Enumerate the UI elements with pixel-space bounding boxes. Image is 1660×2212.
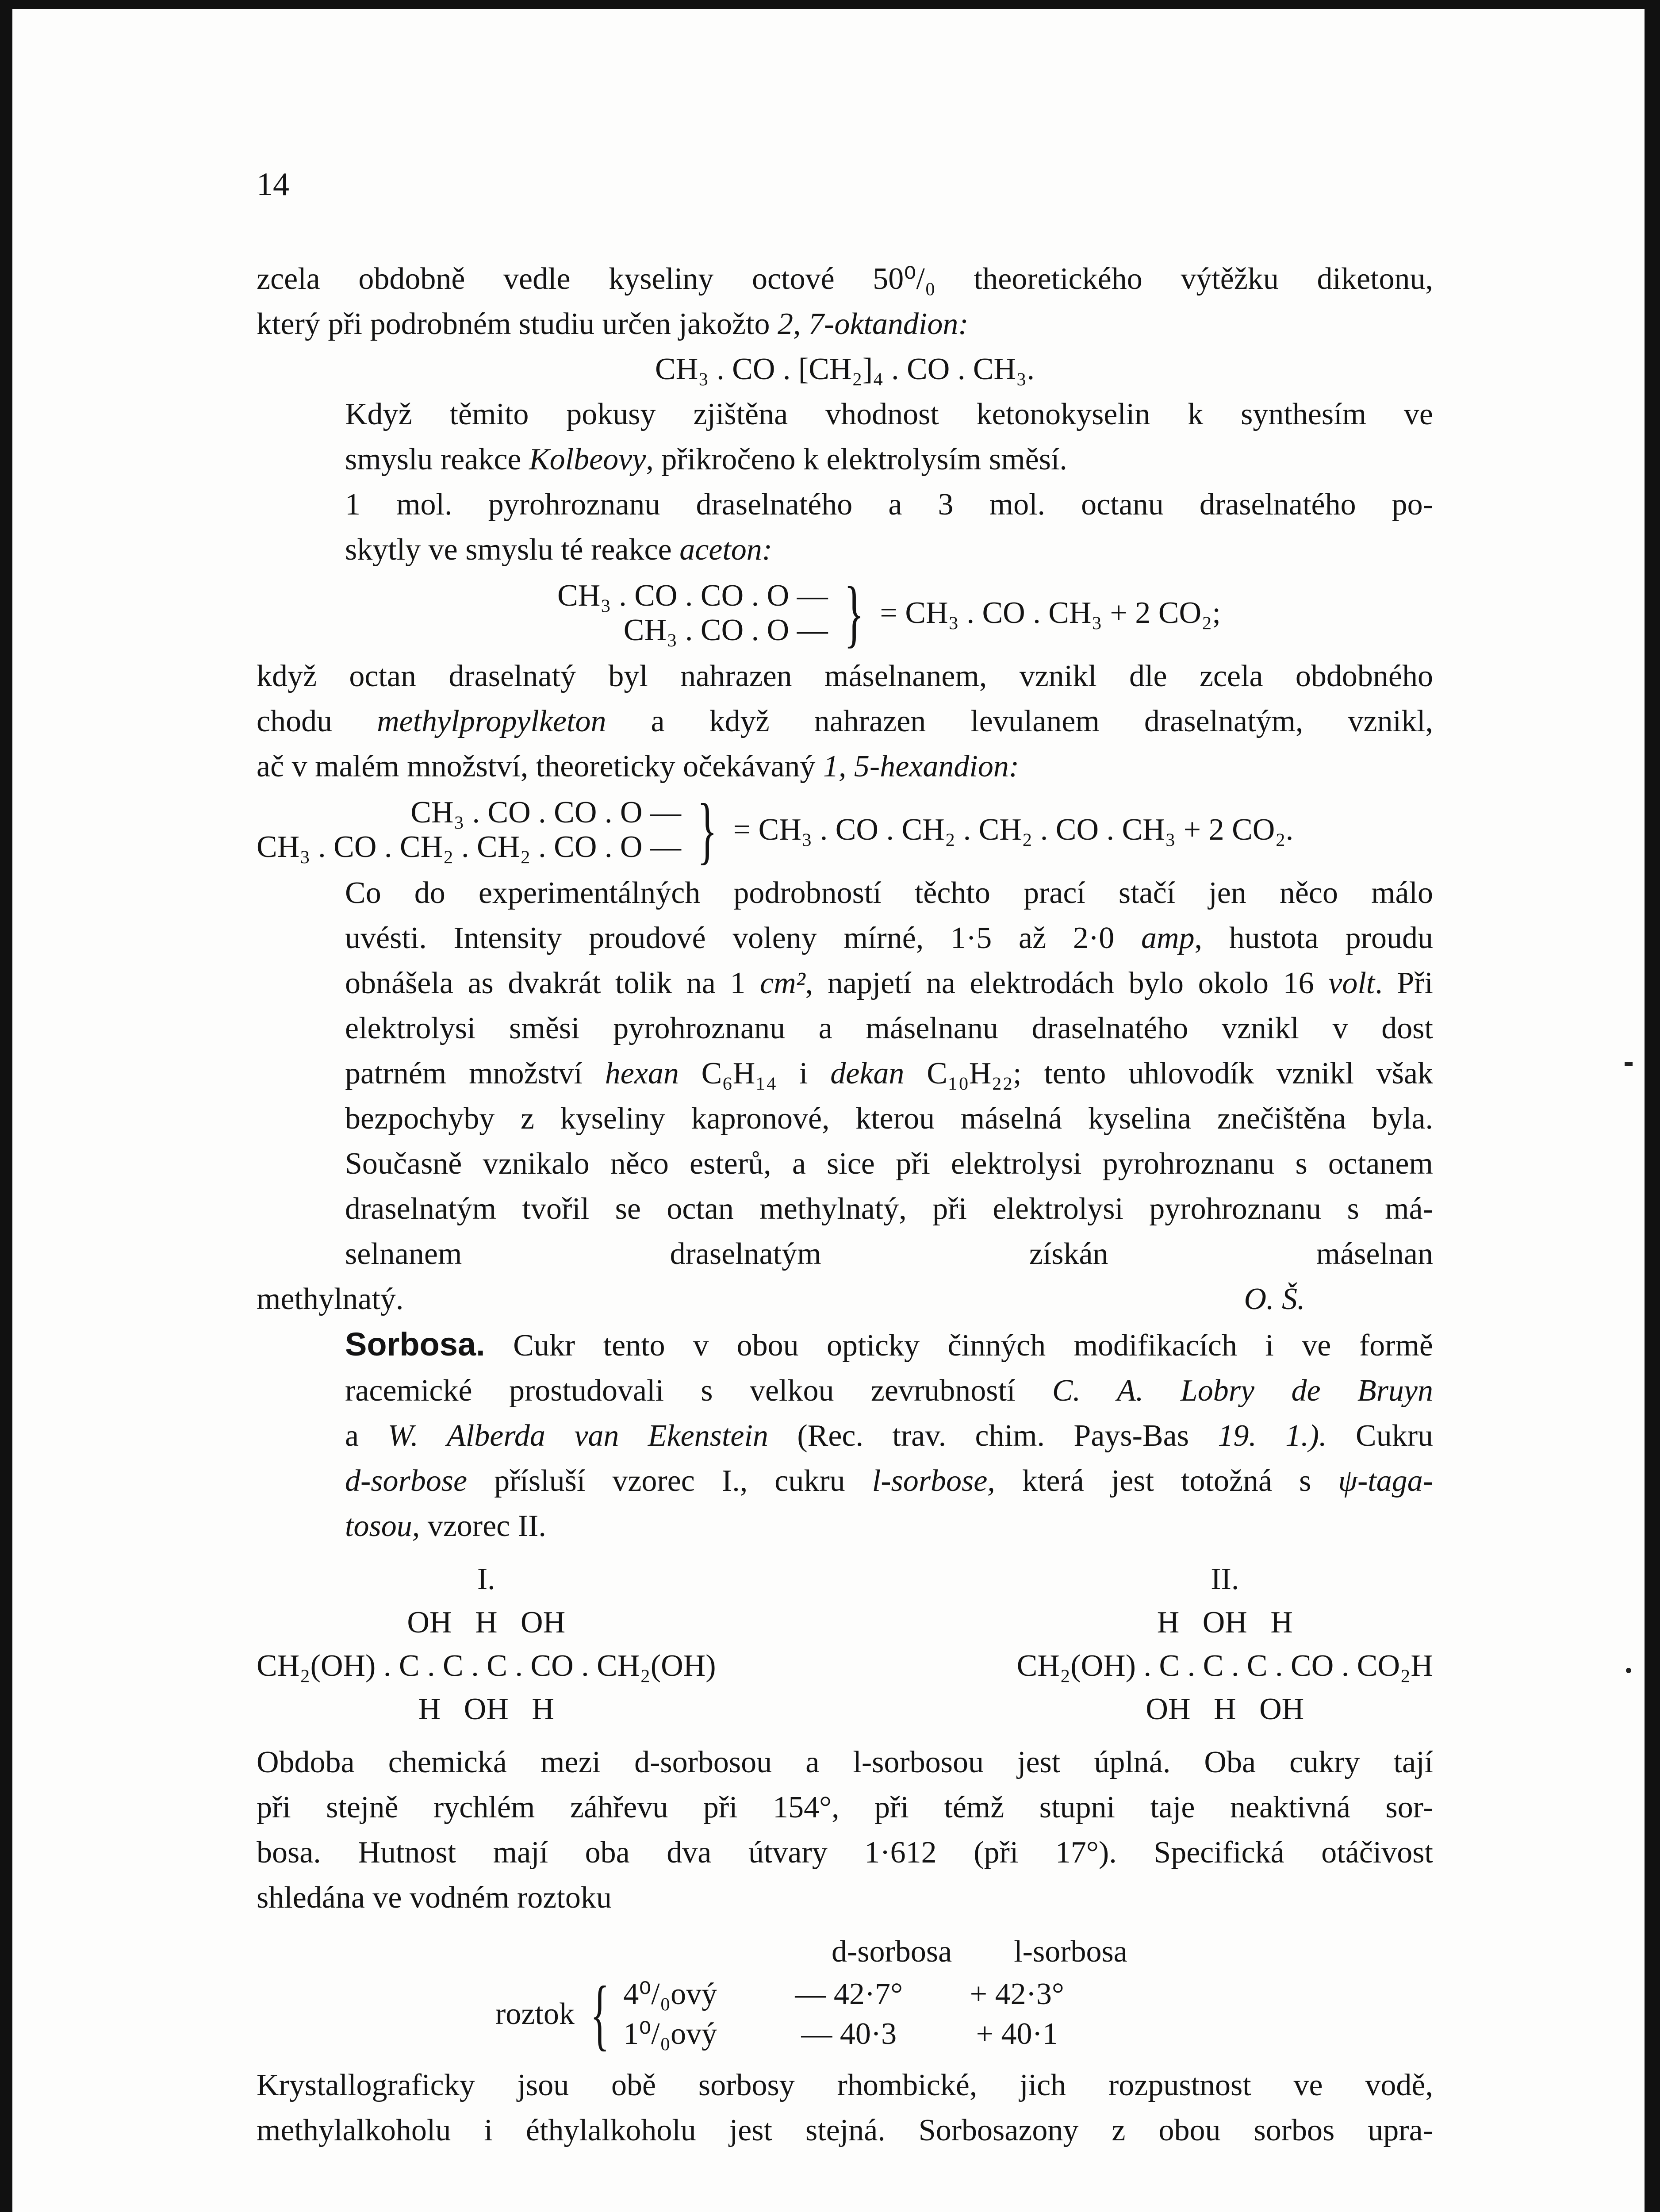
paragraph-3: 1 mol. pyrohroznanu draselnatého a 3 mol. octanu draselnatého po- skytly ve smyslu té reakce aceton: bbox=[345, 488, 1433, 567]
section-sorbosa: Sorbosa. Cukr tento v obou opticky činných modifikacích i ve formě racemické prostudovali s velkou zevrubností C. A. Lobry de Bruyn a W. Alberda van Ekenstein (Rec. trav. chim. Pays-Bas 19. 1.). Cukru d-sorbose přísluší vzorec I., cukru l-sorbose, která jest totožná s ψ-taga- tosou, vzorec II. bbox=[345, 1326, 1434, 1543]
paragraph-1: zcela obdobně vedle kyseliny octové 50⁰/₀ theoretického výtěžku diketonu, který při podrobném studiu určen jakožto 2, 7-oktandion: bbox=[257, 262, 1433, 341]
table-cell: + 40·1 bbox=[976, 2017, 1058, 2051]
brace-icon: { bbox=[590, 1970, 610, 2058]
structure-formulas bbox=[257, 1558, 1433, 1731]
paragraph-2: Když těmito pokusy zjištěna vhodnost ketonokyselin k synthesím ve smyslu reakce Kolbeovy, přikročeno k elektrolysím směsí. bbox=[345, 397, 1433, 476]
section-heading: Sorbosa. bbox=[345, 1326, 485, 1363]
equation-aceton: CH₃ . CO . CO . O — CH₃ . CO . O — } = CH₃ . CO . CH₃ + 2 CO₂; bbox=[557, 572, 1221, 655]
page-number: 14 bbox=[257, 166, 289, 203]
table-cell: 1⁰/₀ový bbox=[623, 2017, 717, 2051]
column-header: l-sorbosa bbox=[1014, 1935, 1127, 1969]
paragraph-6: Obdoba chemická mezi d-sorbosou a l-sorbosou jest úplná. Oba cukry tají při stejně rychlém záhřevu při 154°, při témž stupni taje neaktivná sor- bosa. Hutnost mají oba dva útvary 1·612 (při 17°). Specifická otáčivost shledána ve vodném roztoku bbox=[257, 1745, 1433, 1915]
brace-icon: } bbox=[697, 788, 717, 872]
formula-oktandion: CH₃ . CO . [CH₂]₄ . CO . CH₃. bbox=[655, 352, 1035, 386]
rotation-table bbox=[495, 1929, 1433, 2058]
brace-icon: } bbox=[844, 572, 864, 655]
structure-I: I. OH H OH CH₂(OH) . C . C . C . CO . CH₂(OH) H OH H bbox=[257, 1562, 716, 1726]
column-header: d-sorbosa bbox=[832, 1935, 952, 1969]
page bbox=[12, 9, 1645, 2212]
row-label: roztok bbox=[495, 1997, 575, 2031]
author-initials: O. Š. bbox=[1244, 1282, 1305, 1316]
table-cell: — 42·7° bbox=[795, 1977, 903, 2011]
scan-mark bbox=[1626, 1668, 1631, 1673]
article-body bbox=[257, 257, 1433, 2153]
table-cell: 4⁰/₀ový bbox=[623, 1977, 717, 2011]
table-cell: + 42·3° bbox=[970, 1977, 1064, 2011]
structure-II: II. H OH H CH₂(OH) . C . C . C . CO . CO₂H OH H OH bbox=[1016, 1562, 1433, 1726]
table-cell: — 40·3 bbox=[801, 2017, 897, 2051]
paragraph-5: Co do experimentálných podrobností těchto prací stačí jen něco málo uvésti. Intensity proudové voleny mírné, 1·5 až 2·0 amp, hustota proudu obnášela as dvakrát tolik na 1 cm², napjetí na elektrodách bylo okolo 16 volt. Při elektrolysi směsi pyrohroznanu a máselnanu draselnatého vznikl v dost patrném množství hexan C₆H₁₄ i dekan C₁₀H₂₂; tento uhlovodík vznikl však bezpochyby z kyseliny kapronové, kterou máselná kyselina znečištěna byla. Současně vznikalo něco esterů, a sice při elektrolysi pyrohroznanu s octanem draselnatým tvořil se octan methylnatý, při elektrolysi pyrohroznanu s má- selnanem draselnatým získán máselnan methylnatý. O. Š. bbox=[257, 876, 1434, 1316]
scan-mark bbox=[1625, 1062, 1633, 1066]
equation-hexandion: CH₃ . CO . CO . O — CH₃ . CO . CH₂ . CH₂ . CO . O — } = CH₃ . CO . CH₂ . CH₂ . CO . CH₃ + 2 CO₂. bbox=[257, 788, 1294, 872]
paragraph-7: Krystallograficky jsou obě sorbosy rhombické, jich rozpustnost ve vodě, methylalkoholu i éthylalkoholu jest stejná. Sorbosazony z obou sorbos upra- bbox=[257, 2068, 1433, 2147]
paragraph-4: když octan draselnatý byl nahrazen máselnanem, vznikl dle zcela obdobného chodu methylpropylketon a když nahrazen levulanem draselnatým, vznikl, ač v malém množství, theoreticky očekávaný 1, 5-hexandion: bbox=[257, 659, 1433, 783]
